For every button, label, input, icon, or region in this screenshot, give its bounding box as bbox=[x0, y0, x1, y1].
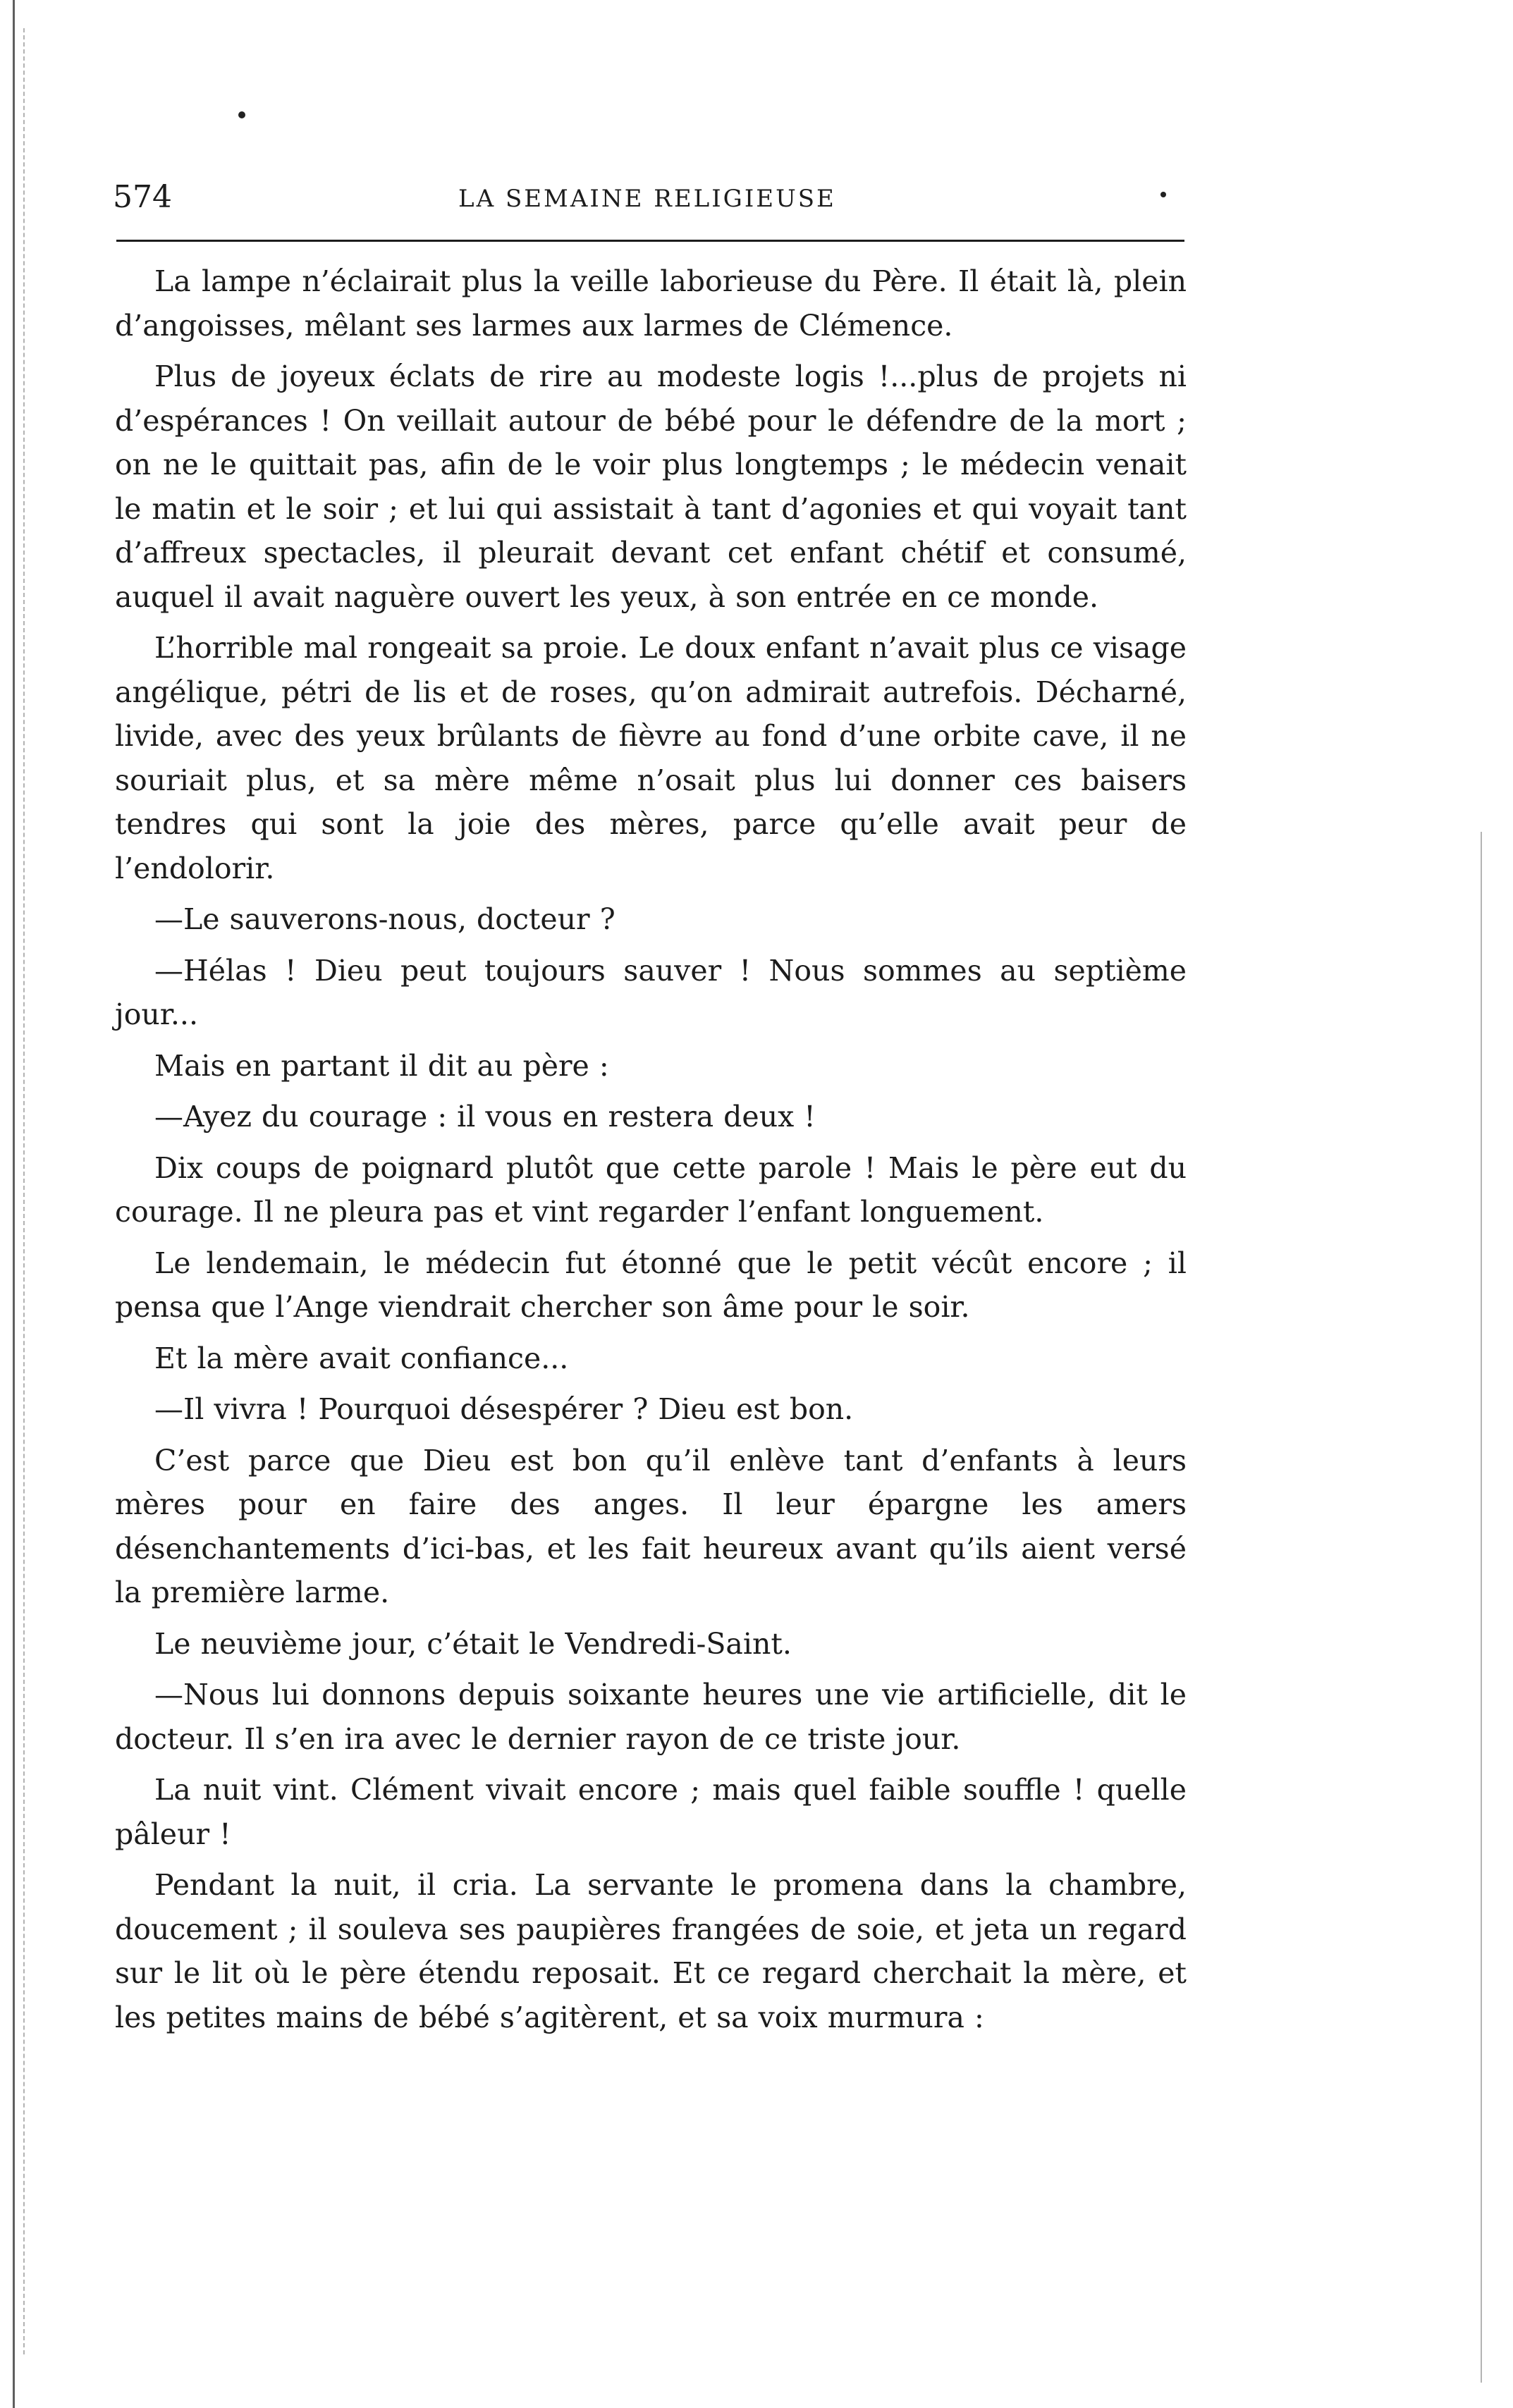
paragraph: La nuit vint. Clément vivait encore ; mais quel faible souffle ! quelle pâleur ! bbox=[115, 1773, 1187, 1851]
journal-title: LA SEMAINE RELIGIEUSE bbox=[458, 185, 836, 213]
margin-mark bbox=[1481, 832, 1482, 2383]
paragraph: Et la mère avait confiance... bbox=[154, 1341, 569, 1375]
paragraph: Mais en partant il dit au père : bbox=[154, 1048, 609, 1083]
paragraph: Plus de joyeux éclats de rire au modeste logis !...plus de projets ni d’espérances ! On veillait autour de bébé pour le défendre de la mort ; on ne le quittait pas, afin de le voir plus longtemps ; le médecin venait le matin et le soir ; et lui qui assistait à tant d’agonies et qui voyait tant d’affreux spectacles, il pleurait devant cet enfant chétif et consumé, auquel il avait naguère ouvert les yeux, à son entrée en ce monde. bbox=[115, 360, 1187, 614]
paragraph: Pendant la nuit, il cria. La servante le promena dans la chambre, doucement ; il souleva ses paupières frangées de soie, et jeta un regard sur le lit où le père étendu reposait. Et ce regard cherchait la mère, et les petites mains de bébé s’agitèrent, et sa voix murmura : bbox=[115, 1868, 1187, 2034]
header-rule bbox=[116, 240, 1184, 242]
running-head bbox=[113, 176, 1184, 219]
binding-edge bbox=[13, 0, 22, 2408]
dialogue-line: —Nous lui donnons depuis soixante heures une vie artificielle, dit le docteur. Il s’en ira avec le dernier rayon de ce triste jour. bbox=[115, 1678, 1187, 1756]
paragraph: L’horrible mal rongeait sa proie. Le doux enfant n’avait plus ce visage angélique, pétri de lis et de roses, qu’on admirait autrefois. Décharné, livide, avec des yeux brûlants de fièvre au fond d’une orbite cave, il ne souriait plus, et sa mère même n’osait plus lui donner ces baisers tendres qui sont la joie des mères, parce qu’elle avait peur de l’endolorir. bbox=[115, 631, 1187, 885]
paragraph: Le neuvième jour, c’était le Vendredi-Saint. bbox=[154, 1626, 792, 1661]
paragraph: Dix coups de poignard plutôt que cette parole ! Mais le père eut du courage. Il ne pleura pas et vint regarder l’enfant longuement. bbox=[115, 1150, 1187, 1229]
body-text bbox=[115, 259, 1187, 2046]
ink-speck bbox=[238, 111, 245, 118]
dialogue-line: —Ayez du courage : il vous en restera deux ! bbox=[154, 1100, 816, 1134]
paragraph: C’est parce que Dieu est bon qu’il enlève tant d’enfants à leurs mères pour en faire des anges. Il leur épargne les amers désenchantements d’ici-bas, et les fait heureux avant qu’ils aient versé la première larme. bbox=[115, 1443, 1187, 1609]
page-number: 574 bbox=[113, 179, 172, 215]
paragraph: Le lendemain, le médecin fut étonné que le petit vécût encore ; il pensa que l’Ange viendrait chercher son âme pour le soir. bbox=[115, 1246, 1187, 1324]
dialogue-line: —Il vivra ! Pourquoi désespérer ? Dieu est bon. bbox=[154, 1392, 854, 1426]
paragraph: La lampe n’éclairait plus la veille laborieuse du Père. Il était là, plein d’angoisses, mêlant ses larmes aux larmes de Clémence. bbox=[115, 264, 1187, 343]
dialogue-line: —Le sauverons-nous, docteur ? bbox=[154, 902, 615, 936]
dialogue-line: —Hélas ! Dieu peut toujours sauver ! Nous sommes au septième jour... bbox=[115, 953, 1187, 1031]
